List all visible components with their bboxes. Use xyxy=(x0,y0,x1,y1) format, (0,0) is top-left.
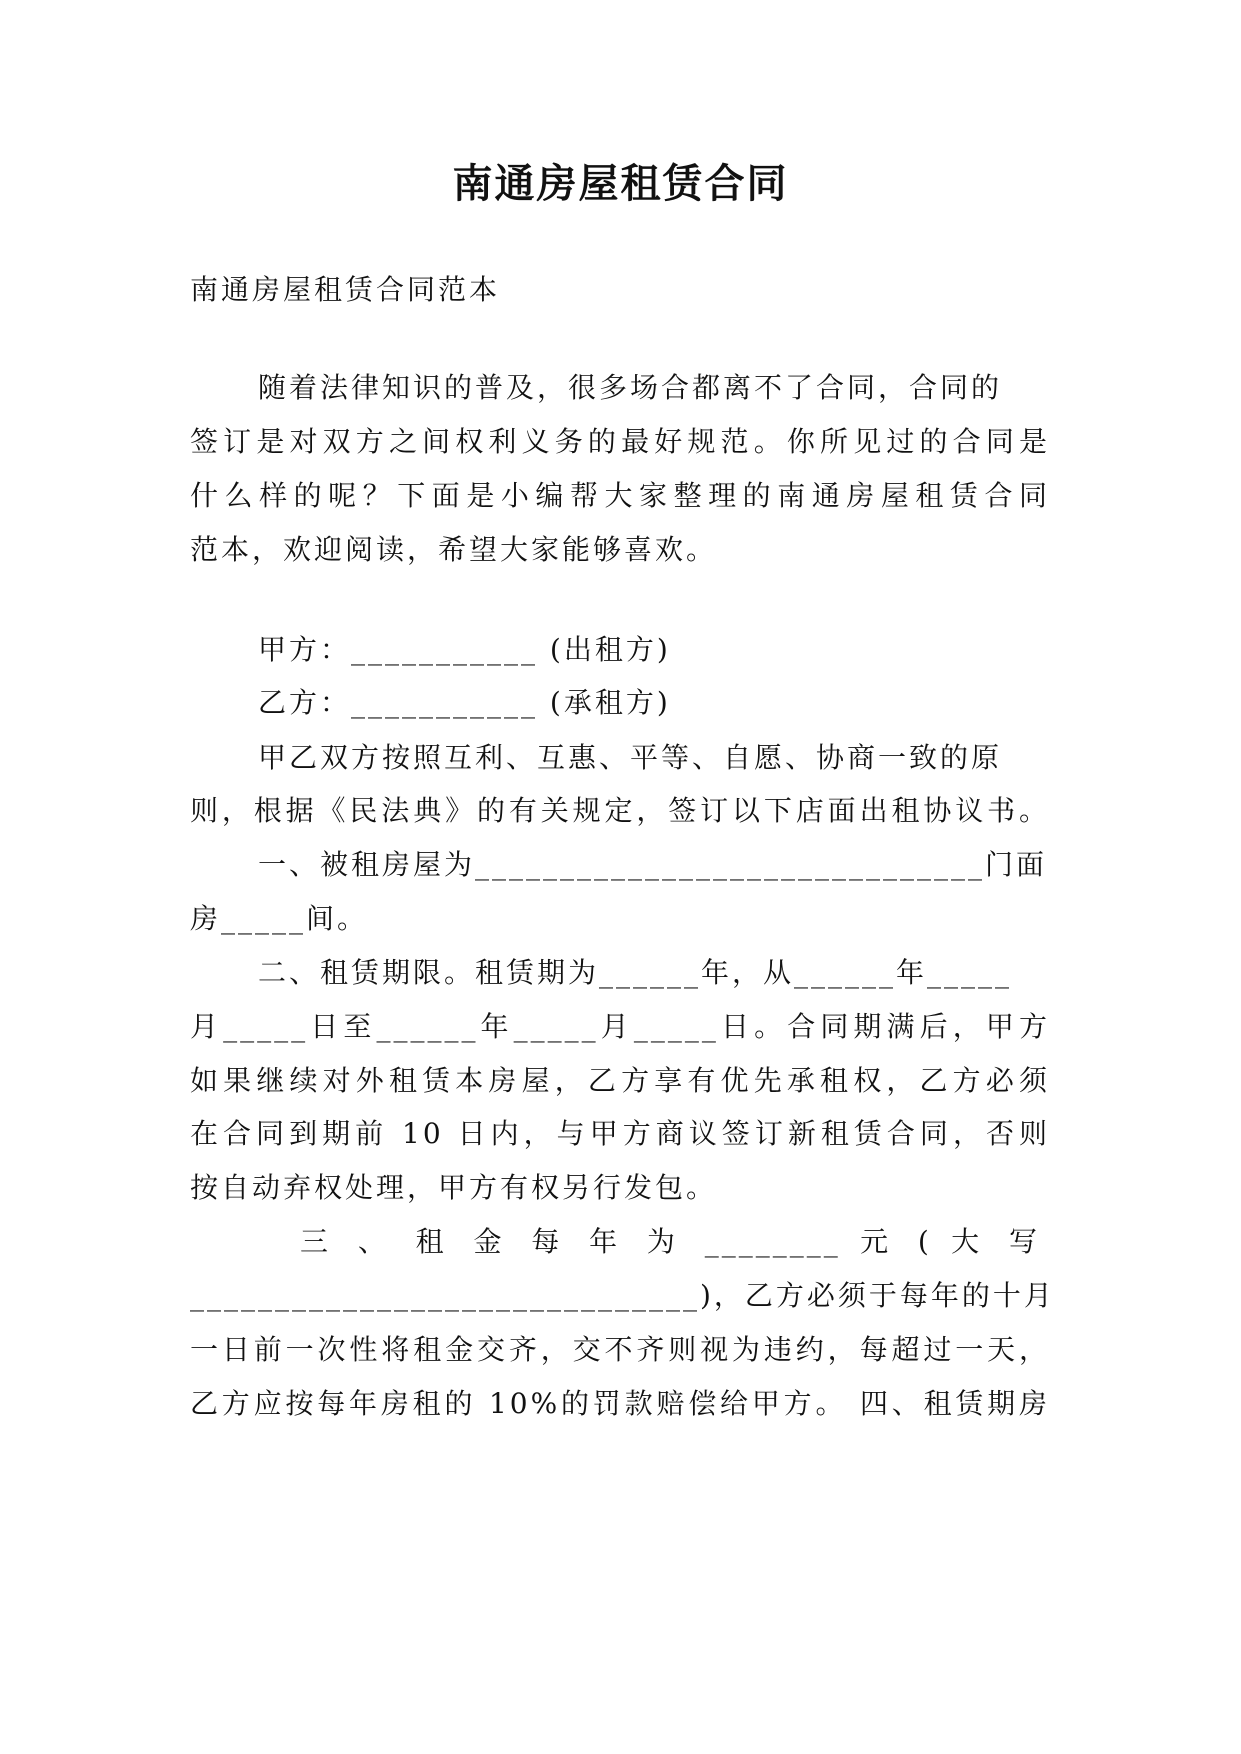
body-line: 则，根据《民法典》的有关规定，签订以下店面出租协议书。 xyxy=(190,794,1050,827)
body-line: 签订是对双方之间权利义务的最好规范。你所见过的合同是 xyxy=(190,425,1050,458)
clause-3-line: ______________________________)，乙方必须于每年的十月 xyxy=(190,1279,1055,1312)
clause-3-line: 乙方应按每年房租的 10%的罚款赔偿给甲方。 四、租赁期房 xyxy=(190,1387,1050,1420)
clause-1-line: 房_____间。 xyxy=(190,902,369,935)
body-line: 什么样的呢？下面是小编帮大家整理的南通房屋租赁合同 xyxy=(190,479,1050,512)
body-line: 随着法律知识的普及，很多场合都离不了合同，合同的 xyxy=(258,371,1003,404)
body-line: 范本，欢迎阅读，希望大家能够喜欢。 xyxy=(190,533,718,566)
clause-2-line: 按自动弃权处理，甲方有权另行发包。 xyxy=(190,1171,718,1204)
party-b-line: 乙方：___________ (承租方) xyxy=(258,686,671,719)
clause-2-line: 在合同到期前 10 日内，与甲方商议签订新租赁合同，否则 xyxy=(190,1117,1050,1150)
clause-2-line: 月_____日至______年_____月_____日。合同期满后，甲方 xyxy=(190,1010,1050,1043)
party-a-line: 甲方：___________ (出租方) xyxy=(258,633,671,666)
clause-2-line: 如果继续对外租赁本房屋，乙方享有优先承租权，乙方必须 xyxy=(190,1064,1050,1097)
document-subtitle: 南通房屋租赁合同范本 xyxy=(190,273,501,306)
clause-1-line: 一、被租房屋为______________________________门面 xyxy=(258,848,1048,881)
document-title: 南通房屋租赁合同 xyxy=(452,160,789,207)
clause-2-line: 二、租赁期限。租赁期为______年，从______年_____ xyxy=(258,956,1013,989)
body-line: 甲乙双方按照互利、互惠、平等、自愿、协商一致的原 xyxy=(258,741,1003,774)
clause-3-line: 一日前一次性将租金交齐，交不齐则视为违约，每超过一天， xyxy=(190,1333,1050,1366)
clause-3-line: 三 、 租 金 每 年 为 ________ 元 ( 大 写 xyxy=(300,1225,1040,1258)
